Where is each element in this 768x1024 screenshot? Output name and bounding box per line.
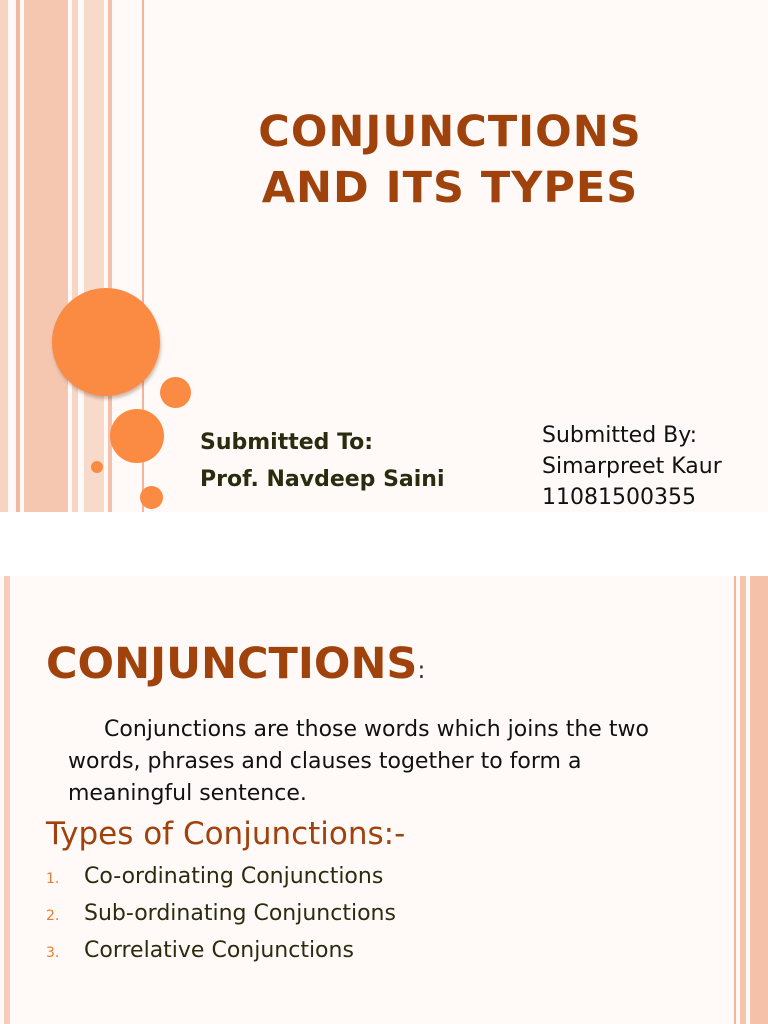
decorative-stripe — [72, 0, 78, 512]
submitted-to-label: Submitted To: — [200, 430, 374, 455]
decorative-circle — [110, 409, 164, 463]
decorative-circle — [91, 461, 103, 473]
list-item — [46, 895, 396, 932]
decorative-circle — [140, 486, 163, 509]
list-item-label: Correlative Conjunctions — [84, 938, 354, 963]
list-item — [46, 858, 396, 895]
submitted-to-name: Prof. Navdeep Saini — [200, 467, 445, 492]
list-number: 3. — [46, 945, 60, 961]
presentation-title — [210, 104, 690, 216]
slide-title-text: CONJUNCTIONS — [46, 639, 418, 689]
slide-title — [46, 636, 426, 698]
list-item-label: Co-ordinating Conjunctions — [84, 864, 384, 889]
decorative-stripe — [750, 576, 768, 1024]
definition-paragraph — [68, 714, 668, 810]
list-item — [46, 932, 396, 969]
submitted-to-block — [200, 424, 445, 498]
slide-gap — [0, 512, 768, 576]
decorative-circle — [160, 377, 191, 408]
decorative-stripe — [4, 576, 10, 1024]
types-heading: Types of Conjunctions:- — [46, 816, 406, 852]
decorative-stripe — [0, 0, 8, 512]
slide-title-colon: : — [417, 656, 426, 684]
decorative-stripe — [740, 576, 746, 1024]
decorative-stripe — [84, 0, 104, 512]
decorative-circle-large — [52, 288, 160, 396]
list-item-label: Sub-ordinating Conjunctions — [84, 901, 396, 926]
submitted-by-label: Submitted By: — [542, 423, 698, 448]
types-list — [46, 858, 396, 969]
decorative-stripe — [734, 576, 736, 1024]
decorative-stripe — [24, 0, 68, 512]
submitted-by-block — [542, 420, 722, 512]
definition-text: Conjunctions are those words which joins the two words, phrases and clauses together to form a meaningful sentence. — [68, 717, 649, 806]
title-line-2: AND ITS TYPES — [261, 163, 639, 213]
submitted-by-name: Simarpreet Kaur — [542, 454, 722, 479]
list-number: 1. — [46, 871, 60, 887]
decorative-stripe — [16, 0, 20, 512]
submitted-by-id: 11081500355 — [542, 485, 696, 510]
list-number: 2. — [46, 908, 60, 924]
title-line-1: CONJUNCTIONS — [258, 107, 642, 157]
